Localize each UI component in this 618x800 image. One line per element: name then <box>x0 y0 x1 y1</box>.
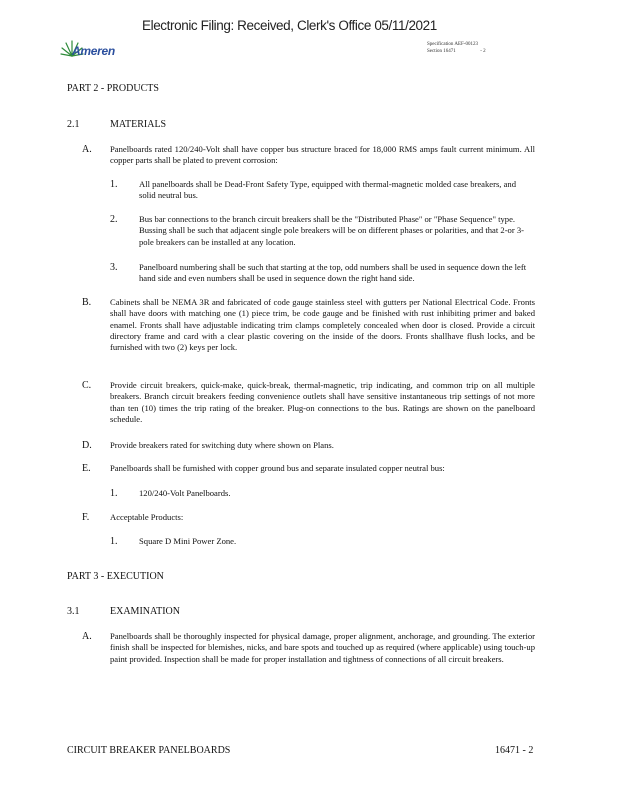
item-a2-text: Bus bar connections to the branch circuit breakers shall be the "Distributed Phase" or "Phase Sequence" type. Bussing shall be such that adjacent single pole breakers will be on different phases or polarities, and that 2-or 3-pole breakers can be installed at any location. <box>139 214 525 247</box>
item-a-text: Panelboards rated 120/240-Volt shall have copper bus structure braced for 18,000 RMS amps fault current minimum. All copper parts shall be plated to prevent corrosion: <box>110 144 535 166</box>
section-3-1-number: 3.1 <box>67 606 80 617</box>
item-c-letter: C. <box>82 380 92 391</box>
item-f-letter: F. <box>82 512 90 523</box>
item-b-text: Cabinets shall be NEMA 3R and fabricated of code gauge stainless steel with gutters per National Electrical Code. Fronts shall have doors with matching one (1) piece trim, be code gauge and be finished with rust inhibiting primer and baked enamel. Fronts shall have adjustable indicating trim clamps completely concealed when door is closed. Provide a circuit directory frame and card with a clear plastic covering on the inside of the doors. Fronts shallhave flush locks, and be furnished with two (2) keys per lock. <box>110 297 535 353</box>
section-2-1-title: MATERIALS <box>110 119 167 130</box>
part3-heading: PART 3 - EXECUTION <box>67 571 164 582</box>
footer-title: CIRCUIT BREAKER PANELBOARDS <box>67 745 231 756</box>
section-3-1-title: EXAMINATION <box>110 606 180 617</box>
item-f1-text: Square D Mini Power Zone. <box>139 536 237 546</box>
item-a1-text: All panelboards shall be Dead-Front Safety Type, equipped with thermal-magnetic molded case breakers, and solid neutral bus. <box>139 179 517 201</box>
ameren-logo <box>60 38 120 62</box>
part2-heading: PART 2 - PRODUCTS <box>67 83 159 94</box>
item-b-letter: B. <box>82 297 92 308</box>
item-e1-number: 1. <box>110 488 118 499</box>
item-e-letter: E. <box>82 463 91 474</box>
item-e-text: Panelboards shall be furnished with copper ground bus and separate insulated copper neutral bus: <box>110 463 445 473</box>
item-c-text: Provide circuit breakers, quick-make, quick-break, thermal-magnetic, trip indicating, and common trip on all multiple breakers. Branch circuit breakers feeding convenience outlets shall have sensitive instantaneous trip settings of not more than ten (10) times the trip rating of the breaker. Plug-on connections to the bus. Ratings are shown on the panelboard schedule. <box>110 380 535 424</box>
spec-line-2 <box>427 48 486 55</box>
item-a1-number: 1. <box>110 179 118 190</box>
item-f-text: Acceptable Products: <box>110 512 184 522</box>
item-a3-text: Panelboard numbering shall be such that starting at the top, odd numbers shall be used in sequence down the left hand side and even numbers shall be used in sequence down the right hand side. <box>139 262 527 284</box>
footer-page-number: 16471 - 2 <box>495 745 534 756</box>
spec-page: - 2 <box>480 49 486 54</box>
spec-block <box>427 41 486 55</box>
filing-stamp: Electronic Filing: Received, Clerk's Office 05/11/2021 <box>142 18 437 33</box>
spec-section: Section 16471 <box>427 49 456 54</box>
item-a-letter: A. <box>82 144 92 155</box>
item-e1-text: 120/240-Volt Panelboards. <box>139 488 231 498</box>
item-3a-text: Panelboards shall be thoroughly inspected for physical damage, proper alignment, anchorage, and grounding. The exterior finish shall be inspected for blemishes, nicks, and bare spots and touched up as required (where applicable) using touch-up paint provided. Inspection shall be made for proper installation and tightness of connections of all circuit breakers. <box>110 631 535 664</box>
spec-line-1: Specification AEF-00123 <box>427 42 478 47</box>
section-2-1-number: 2.1 <box>67 119 80 130</box>
item-d-text: Provide breakers rated for switching duty where shown on Plans. <box>110 440 334 450</box>
item-f1-number: 1. <box>110 536 118 547</box>
item-3a-letter: A. <box>82 631 92 642</box>
item-a3-number: 3. <box>110 262 118 273</box>
item-a2-number: 2. <box>110 214 118 225</box>
logo-wordmark: Ameren <box>72 44 115 58</box>
item-d-letter: D. <box>82 440 92 451</box>
